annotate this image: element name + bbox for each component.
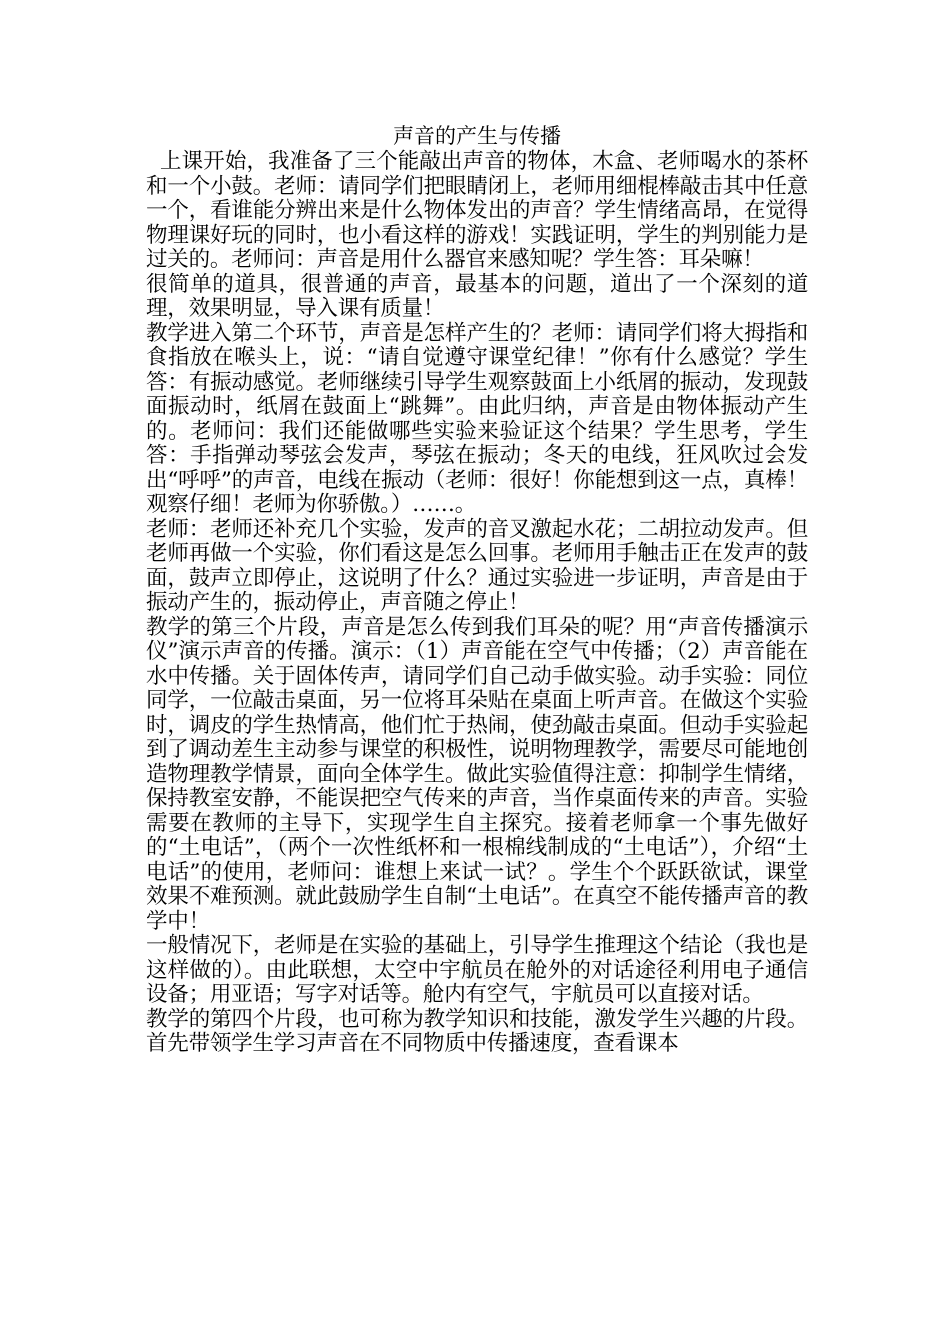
document-title: 声音的产生与传播 xyxy=(393,124,561,148)
paragraph-extra-experiments: 老师：老师还补充几个实验，发声的音叉激起水花；二胡拉动发声。但老师再做一个实验，你们看这是怎么回事。老师用手触击正在发声的鼓面，鼓声立即停止，这说明了什么？通过实验进一步证明，声音是由于振动产生的，振动停止，声音随之停止！ xyxy=(146,516,808,615)
paragraph-intro-comment: 很简单的道具，很普通的声音，最基本的问题，道出了一个深刻的道理，效果明显，导入课有质量！ xyxy=(146,271,808,321)
paragraph-vacuum-reasoning: 一般情况下，老师是在实验的基础上，引导学生推理这个结论（我也是这样做的）。由此联想，太空中宇航员在舱外的对话途径利用电子通信设备；用亚语；写字对话等。舱内有空气，宇航员可以直接对话。 xyxy=(146,933,808,1007)
paragraph-intro-experiment: 上课开始，我准备了三个能敲出声音的物体，木盒、老师喝水的茶杯和一个小鼓。老师：请同学们把眼睛闭上，老师用细棍棒敲击其中任意一个，看谁能分辨出来是什么物体发出的声音？学生情绪高昂，在觉得物理课好玩的同时，也小看这样的游戏！实践证明，学生的判别能力是过关的。老师问：声音是用什么器官来感知呢？学生答：耳朵嘛！ xyxy=(146,149,808,272)
paragraph-fourth-segment: 教学的第四个片段，也可称为教学知识和技能，激发学生兴趣的片段。首先带领学生学习声音在不同物质中传播速度，查看课本 xyxy=(146,1006,808,1056)
document-page xyxy=(146,122,808,1057)
paragraph-sound-propagation: 教学的第三个片段，声音是怎么传到我们耳朵的呢？用“声音传播演示仪”演示声音的传播。演示：（1）声音能在空气中传播；（2）声音能在水中传播。关于固体传声，请同学们自己动手做实验。动手实验：同位同学，一位敲击桌面，另一位将耳朵贴在桌面上听声音。在做这个实验时，调皮的学生热情高，他们忙于热闹，使劲敲击桌面。但动手实验起到了调动差生主动参与课堂的积极性，说明物理教学，需要尽可能地创造物理教学情景，面向全体学生。做此实验值得注意：抑制学生情绪，保持教室安静，不能误把空气传来的声音，当作桌面传来的声音。实验需要在教师的主导下，实现学生自主探究。接着老师拿一个事先做好的“土电话”，（两个一次性纸杯和一根棉线制成的“土电话”），介绍“土电话”的使用，老师问：谁想上来试一试？。学生个个跃跃欲试，课堂效果不难预测。就此鼓励学生自制“土电话”。在真空不能传播声音的教学中！ xyxy=(146,614,808,934)
paragraph-sound-production: 教学进入第二个环节，声音是怎样产生的？老师：请同学们将大拇指和食指放在喉头上，说：“请自觉遵守课堂纪律！”你有什么感觉？学生答：有振动感觉。老师继续引导学生观察鼓面上小纸屑的振动，发现鼓面振动时，纸屑在鼓面上“跳舞”。由此归纳，声音是由物体振动产生的。老师问：我们还能做哪些实验来验证这个结果？学生思考，学生答：手指弹动琴弦会发声，琴弦在振动；冬天的电线，狂风吹过会发出“呼呼”的声音，电线在振动（老师：很好！你能想到这一点，真棒！观察仔细！老师为你骄傲。）……。 xyxy=(146,320,808,517)
